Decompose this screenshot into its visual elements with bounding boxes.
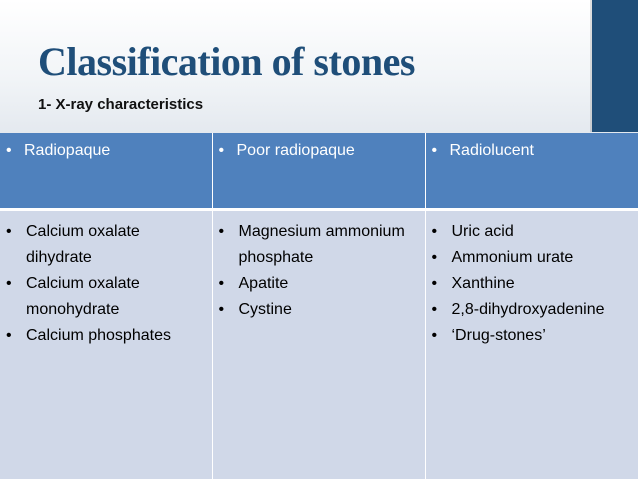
list-item [6, 219, 206, 271]
body-cell-poor-radiopaque [212, 210, 425, 479]
stone-list [219, 219, 419, 323]
bullet-icon: • [6, 142, 12, 159]
bullet-icon: • [218, 142, 225, 159]
bullet-icon: • [431, 275, 438, 292]
list-item [432, 245, 633, 271]
bullet-icon: • [431, 249, 438, 266]
body-cell-radiopaque [0, 210, 212, 479]
bullet-icon: • [6, 327, 12, 344]
body-row [0, 210, 638, 479]
list-item [219, 219, 419, 271]
bullet-icon: • [218, 223, 225, 240]
classification-table [0, 133, 638, 479]
list-item [219, 297, 419, 323]
header-label: Radiolucent [449, 142, 534, 159]
list-item-text: Xanthine [451, 275, 515, 292]
bullet-icon: • [6, 223, 12, 240]
slide-title: Classification of stones [38, 39, 415, 84]
list-item-text: Ammonium urate [451, 249, 574, 266]
bullet-icon: • [431, 301, 438, 318]
body-cell-radiolucent [425, 210, 638, 479]
corner-accent-bar [592, 0, 638, 132]
header-cell-radiolucent [425, 133, 638, 210]
header-cell-poor-radiopaque [212, 133, 425, 210]
list-item-text: ‘Drug-stones’ [451, 327, 546, 344]
list-item-text: Magnesium ammonium phosphate [238, 223, 405, 266]
slide-subtitle: 1- X-ray characteristics [38, 96, 204, 113]
list-item [219, 271, 419, 297]
list-item-text: Calcium phosphates [26, 327, 171, 344]
header-label: Poor radiopaque [236, 142, 355, 159]
list-item [6, 271, 206, 323]
bullet-icon: • [431, 223, 438, 240]
bullet-icon: • [431, 142, 438, 159]
list-item-text: Cystine [238, 301, 292, 318]
list-item-text: Apatite [238, 275, 289, 292]
stone-list [432, 219, 633, 349]
header-cell-radiopaque [0, 133, 212, 210]
list-item [432, 297, 633, 323]
bullet-icon: • [218, 301, 225, 318]
list-item [432, 271, 633, 297]
stone-list [6, 219, 206, 349]
list-item-text: Calcium oxalate monohydrate [26, 275, 140, 318]
list-item [432, 219, 633, 245]
bullet-icon: • [218, 275, 225, 292]
header-label: Radiopaque [24, 142, 111, 159]
list-item-text: Uric acid [451, 223, 514, 240]
bullet-icon: • [6, 275, 12, 292]
list-item-text: 2,8-dihydroxyadenine [451, 301, 605, 318]
list-item [6, 323, 206, 349]
header-row [0, 133, 638, 210]
list-item [432, 323, 633, 349]
bullet-icon: • [431, 327, 438, 344]
list-item-text: Calcium oxalate dihydrate [26, 223, 140, 266]
